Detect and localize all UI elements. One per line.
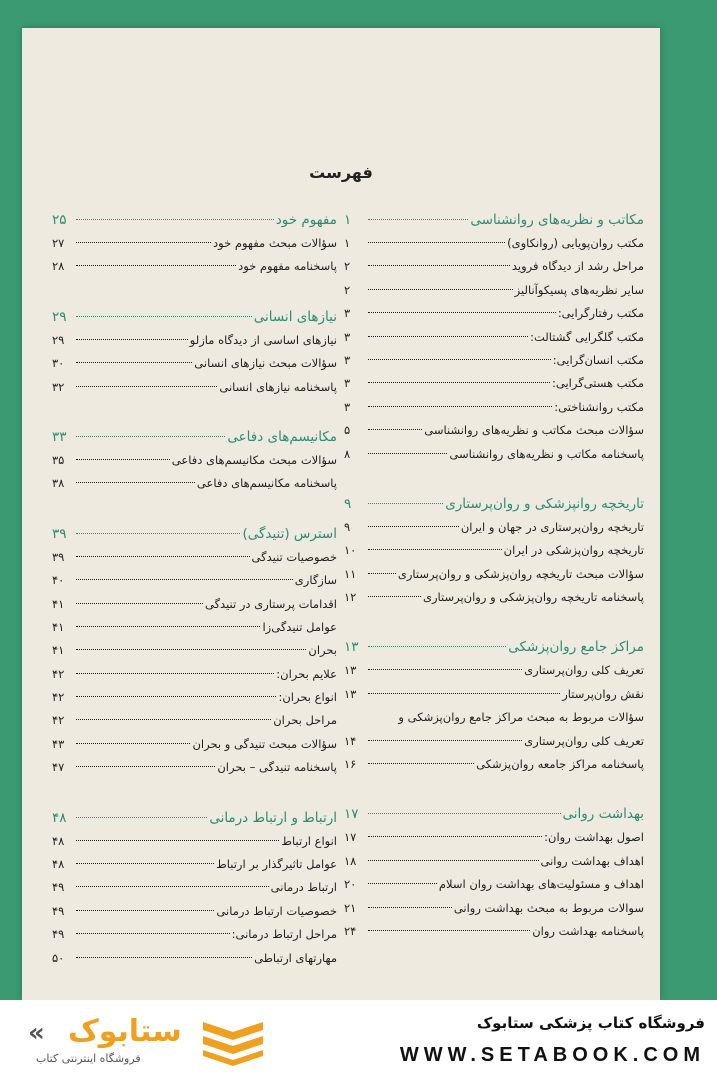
toc-entry-page: ۴۲ bbox=[52, 713, 65, 728]
leader-dots bbox=[76, 436, 225, 437]
leader-dots bbox=[76, 910, 214, 911]
leader-dots bbox=[76, 316, 252, 317]
toc-entry[interactable] bbox=[52, 900, 337, 923]
toc-entry-page: ۲۷ bbox=[52, 236, 65, 250]
toc-entry-label: سایر نظریه‌های پسیکوآنالیز bbox=[514, 282, 644, 297]
toc-entry-label: خصوصیات تنیدگی bbox=[251, 549, 337, 564]
toc-entry[interactable] bbox=[344, 683, 644, 706]
toc-entry-label: سؤالات مربوط به مبحث مراکز جامع روان‌پزشکی و bbox=[398, 710, 644, 725]
toc-entry-page: ۳ bbox=[344, 306, 351, 321]
toc-entry[interactable] bbox=[52, 232, 337, 255]
toc-entry[interactable] bbox=[344, 516, 644, 539]
leader-dots bbox=[76, 362, 192, 363]
leader-dots bbox=[368, 453, 447, 454]
leader-dots bbox=[368, 336, 528, 337]
toc-entry-label: پاسخنامه تنیدگی – بحران bbox=[217, 760, 337, 775]
leader-dots bbox=[76, 719, 271, 720]
toc-entry[interactable] bbox=[52, 663, 337, 686]
toc-entry-label: انواع بحران: bbox=[278, 690, 337, 705]
toc-heading-page: ۴۸ bbox=[52, 809, 67, 826]
toc-entry[interactable] bbox=[52, 352, 337, 375]
toc-entry-label: سؤالات مبحث نیازهای انسانی bbox=[194, 356, 337, 371]
leader-dots bbox=[368, 382, 550, 383]
page-title: فهرست bbox=[309, 163, 373, 182]
toc-entry-page: ۱۱ bbox=[344, 566, 357, 581]
toc-heading-page: ۳۹ bbox=[52, 525, 67, 542]
toc-entry-page: ۲۰ bbox=[344, 877, 357, 892]
toc-entry[interactable] bbox=[344, 873, 644, 896]
leader-dots bbox=[368, 219, 468, 220]
toc-heading-label: تاریخچه روانپزشکی و روان‌پرستاری bbox=[445, 495, 644, 512]
toc-entry-page: ۲۹ bbox=[52, 332, 65, 347]
toc-entry[interactable] bbox=[52, 255, 337, 278]
toc-entry[interactable] bbox=[344, 302, 644, 325]
toc-entry-page: ۲ bbox=[344, 282, 351, 297]
book-page bbox=[22, 28, 660, 1000]
toc-section-heading[interactable] bbox=[344, 802, 644, 826]
toc-section-heading[interactable] bbox=[52, 425, 337, 449]
toc-entry-label: علایم بحران: bbox=[276, 666, 337, 681]
toc-entry-page: ۴۸ bbox=[52, 833, 65, 848]
leader-dots bbox=[76, 696, 276, 697]
leader-dots bbox=[76, 482, 195, 483]
leader-dots bbox=[76, 626, 260, 627]
toc-entry[interactable] bbox=[52, 709, 337, 732]
toc-entry[interactable] bbox=[344, 326, 644, 349]
leader-dots bbox=[76, 743, 190, 744]
toc-entry-page: ۴۱ bbox=[52, 643, 65, 658]
leader-dots bbox=[368, 596, 421, 597]
toc-entry-page: ۳ bbox=[344, 352, 351, 367]
toc-entry-page: ۴۹ bbox=[52, 903, 65, 918]
toc-entry-label: پاسخنامه بهداشت روان bbox=[532, 923, 644, 938]
toc-entry-label: سؤالات مبحث مکانیسم‌های دفاعی bbox=[171, 452, 337, 467]
toc-entry-label: مکتب روانشناختی: bbox=[554, 399, 644, 414]
toc-entry-page: ۱ bbox=[344, 236, 351, 250]
leader-dots bbox=[76, 219, 274, 220]
toc-entry[interactable] bbox=[344, 659, 644, 682]
leader-dots bbox=[368, 406, 552, 407]
toc-entry-label: بحران bbox=[308, 643, 337, 658]
toc-entry-page: ۲۱ bbox=[344, 900, 357, 915]
leader-dots bbox=[76, 603, 203, 604]
leader-dots bbox=[368, 242, 505, 243]
toc-entry-label: اهداف و مسئولیت‌های بهداشت روان اسلام bbox=[438, 877, 644, 892]
leader-dots bbox=[368, 646, 506, 647]
toc-entry-page: ۲۸ bbox=[52, 259, 65, 274]
toc-entry-label: سؤالات مبحث تنیدگی و بحران bbox=[192, 736, 337, 751]
toc-entry[interactable] bbox=[344, 372, 644, 395]
leader-dots bbox=[76, 957, 252, 958]
toc-entry-page: ۴۱ bbox=[52, 596, 65, 611]
toc-entry-page: ۱۳ bbox=[344, 663, 357, 678]
toc-entry-label: مراحل رشد از دیدگاه فروید bbox=[511, 259, 644, 274]
toc-entry[interactable] bbox=[52, 639, 337, 662]
toc-section bbox=[52, 522, 337, 780]
toc-heading-label: ارتباط و ارتباط درمانی bbox=[209, 809, 337, 826]
toc-entry[interactable] bbox=[344, 232, 644, 255]
toc-entry-page: ۴۲ bbox=[52, 666, 65, 681]
toc-entry-page: ۱۸ bbox=[344, 853, 357, 868]
toc-entry-label: مهارتهای ارتباطی bbox=[254, 950, 337, 965]
leader-dots bbox=[76, 459, 170, 460]
toc-entry-page: ۱۴ bbox=[344, 733, 357, 748]
toc-entry-label: تاریخچه روان‌پزشکی در ایران bbox=[503, 543, 644, 558]
leader-dots bbox=[76, 886, 269, 887]
toc-entry[interactable] bbox=[344, 396, 644, 419]
toc-entry[interactable] bbox=[52, 616, 337, 639]
toc-entry[interactable] bbox=[52, 376, 337, 399]
toc-entry-label: پاسخنامه نیازهای انسانی bbox=[219, 379, 337, 394]
toc-entry-label: عوامل تاثیرگذار بر ارتباط bbox=[216, 857, 337, 872]
toc-section-heading[interactable] bbox=[52, 305, 337, 329]
toc-entry[interactable] bbox=[344, 826, 644, 849]
leader-dots bbox=[368, 526, 459, 527]
chevron-left-icon: « bbox=[28, 1018, 45, 1048]
leader-dots bbox=[76, 817, 207, 818]
toc-entry-label: اصول بهداشت روان: bbox=[544, 830, 644, 845]
toc-heading-label: مراکز جامع روان‌پزشکی bbox=[508, 639, 644, 656]
toc-entry-page: ۴۰ bbox=[52, 573, 65, 588]
toc-entry-page: ۲ bbox=[344, 259, 351, 274]
toc-entry-label: عوامل تنیدگی‌زا bbox=[262, 619, 337, 634]
toc-entry-label: پاسخنامه تاریخچه روان‌پزشکی و روان‌پرستاری bbox=[422, 590, 644, 605]
toc-entry-label: تعریف کلی روان‌پرستاری bbox=[524, 733, 644, 748]
toc-entry-label: مراحل بحران bbox=[273, 713, 337, 728]
toc-section-heading[interactable] bbox=[52, 522, 337, 546]
toc-entry[interactable] bbox=[52, 569, 337, 592]
toc-entry-page: ۳ bbox=[344, 329, 351, 344]
toc-heading-page: ۲۵ bbox=[52, 212, 67, 228]
leader-dots bbox=[368, 669, 522, 670]
leader-dots bbox=[76, 766, 215, 767]
toc-entry-label: سوالات مربوط به مبحث بهداشت روانی bbox=[453, 900, 644, 915]
toc-entry[interactable] bbox=[52, 329, 337, 352]
toc-heading-page: ۹ bbox=[344, 495, 352, 512]
leader-dots bbox=[368, 312, 556, 313]
toc-entry[interactable] bbox=[52, 830, 337, 853]
toc-entry-page: ۴۸ bbox=[52, 857, 65, 872]
toc-entry[interactable] bbox=[344, 920, 644, 943]
toc-entry-label: خصوصیات ارتباط درمانی bbox=[216, 903, 337, 918]
leader-dots bbox=[368, 907, 452, 908]
toc-heading-page: ۱ bbox=[344, 212, 352, 228]
toc-entry[interactable] bbox=[344, 753, 644, 776]
leader-dots bbox=[368, 860, 539, 861]
store-logo bbox=[28, 1012, 278, 1068]
toc-section bbox=[52, 425, 337, 496]
toc-entry-label: پاسخنامه مفهوم خود bbox=[238, 259, 337, 274]
toc-entry[interactable] bbox=[52, 853, 337, 876]
logo-brand: ستابوک bbox=[68, 1014, 182, 1049]
toc-entry-label: انواع ارتباط bbox=[281, 833, 337, 848]
toc-entry-page: ۴۹ bbox=[52, 927, 65, 942]
toc-entry[interactable] bbox=[344, 255, 644, 278]
toc-heading-label: استرس (تنیدگی) bbox=[242, 525, 337, 542]
toc-heading-label: مفهوم خود bbox=[275, 212, 337, 228]
toc-section bbox=[52, 208, 337, 279]
toc-entry-page: ۱۳ bbox=[344, 686, 357, 701]
leader-dots bbox=[76, 863, 214, 864]
leader-dots bbox=[368, 573, 396, 574]
toc-section bbox=[52, 806, 337, 970]
toc-entry-page: ۵ bbox=[344, 423, 351, 438]
toc-entry[interactable] bbox=[344, 443, 644, 466]
leader-dots bbox=[368, 836, 542, 837]
leader-dots bbox=[368, 359, 551, 360]
leader-dots bbox=[368, 763, 474, 764]
toc-entry[interactable] bbox=[344, 279, 644, 302]
toc-section bbox=[344, 208, 644, 466]
leader-dots bbox=[368, 549, 502, 550]
toc-entry-label: پاسخنامه مراکز جامعه روان‌پزشکی bbox=[476, 757, 644, 772]
toc-entry-page: ۲۴ bbox=[344, 923, 357, 938]
leader-dots bbox=[76, 649, 306, 650]
toc-entry-page: ۳۸ bbox=[52, 476, 65, 491]
toc-heading-label: مکاتب و نظریه‌های روانشناسی bbox=[470, 212, 644, 228]
leader-dots bbox=[76, 386, 217, 387]
store-url[interactable]: WWW.SETABOOK.COM bbox=[399, 1044, 705, 1066]
toc-section bbox=[344, 802, 644, 943]
leader-dots bbox=[368, 429, 422, 430]
toc-entry[interactable] bbox=[344, 563, 644, 586]
toc-entry[interactable] bbox=[344, 419, 644, 442]
leader-dots bbox=[76, 533, 240, 534]
leader-dots bbox=[76, 840, 279, 841]
toc-entry-page: ۴۳ bbox=[52, 736, 65, 751]
leader-dots bbox=[76, 579, 293, 580]
toc-section bbox=[344, 635, 644, 776]
toc-entry[interactable] bbox=[344, 730, 644, 753]
leader-dots bbox=[368, 503, 443, 504]
leader-dots bbox=[76, 556, 250, 557]
toc-entry-label: سؤالات مبحث مکاتب و نظریه‌های روانشناسی bbox=[424, 423, 644, 438]
toc-entry-page: ۴۲ bbox=[52, 690, 65, 705]
toc-entry-page: ۹ bbox=[344, 519, 351, 534]
toc-entry-page: ۴۷ bbox=[52, 760, 65, 775]
toc-entry-page: ۳ bbox=[344, 399, 351, 414]
toc-heading-page: ۱۷ bbox=[344, 806, 359, 823]
leader-dots bbox=[368, 740, 522, 741]
toc-entry-label: پاسخنامه مکاتب و نظریه‌های روانشناسی bbox=[449, 446, 644, 461]
leader-dots bbox=[368, 289, 513, 290]
leader-dots bbox=[76, 265, 236, 266]
toc-entry-page: ۳۰ bbox=[52, 356, 65, 371]
toc-entry-label: مکتب رفتارگرایی: bbox=[557, 306, 644, 321]
toc-entry-label: اهداف بهداشت روانی bbox=[540, 853, 644, 868]
toc-entry[interactable] bbox=[52, 593, 337, 616]
toc-entry-page: ۳ bbox=[344, 376, 351, 391]
toc-heading-label: نیازهای انسانی bbox=[253, 308, 337, 325]
toc-section bbox=[52, 305, 337, 399]
book-stack-icon bbox=[198, 1016, 268, 1066]
toc-entry-label: پاسخنامه مکانیسم‌های دفاعی bbox=[196, 476, 337, 491]
toc-entry[interactable] bbox=[344, 897, 644, 920]
toc-entry[interactable] bbox=[52, 546, 337, 569]
leader-dots bbox=[76, 242, 211, 243]
toc-section-heading[interactable] bbox=[344, 492, 644, 516]
toc-heading-label: مکانیسم‌های دفاعی bbox=[227, 428, 337, 445]
toc-section-heading[interactable] bbox=[52, 806, 337, 830]
toc-entry-page: ۳۵ bbox=[52, 452, 65, 467]
toc-entry[interactable] bbox=[344, 706, 644, 729]
leader-dots bbox=[368, 693, 560, 694]
toc-heading-label: بهداشت روانی bbox=[562, 806, 644, 823]
toc-entry-label: سؤالات مبحث تاریخچه روان‌پزشکی و روان‌پرستاری bbox=[397, 566, 644, 581]
toc-entry[interactable] bbox=[52, 733, 337, 756]
toc-entry-page: ۸ bbox=[344, 446, 351, 461]
toc-entry-label: سؤالات مبحث مفهوم خود bbox=[213, 236, 337, 250]
toc-entry-label: اقدامات پرستاری در تنیدگی bbox=[204, 596, 337, 611]
leader-dots bbox=[76, 933, 230, 934]
toc-entry-page: ۱۷ bbox=[344, 830, 357, 845]
toc-entry[interactable] bbox=[344, 539, 644, 562]
toc-entry-label: ارتباط درمانی bbox=[270, 880, 337, 895]
toc-entry-label: مراحل ارتباط درمانی: bbox=[231, 927, 337, 942]
store-name: فروشگاه کتاب پزشکی ستابوک bbox=[476, 1014, 705, 1032]
leader-dots bbox=[368, 265, 510, 266]
toc-entry[interactable] bbox=[52, 876, 337, 899]
toc-entry-label: تعریف کلی روان‌پرستاری bbox=[524, 663, 644, 678]
leader-dots bbox=[368, 883, 437, 884]
toc-entry-label: نقش روان‌پرستار bbox=[562, 686, 644, 701]
toc-entry-page: ۵۰ bbox=[52, 950, 65, 965]
toc-heading-page: ۳۳ bbox=[52, 428, 67, 445]
toc-entry-label: سازگاری bbox=[294, 573, 337, 588]
toc-entry-page: ۴۹ bbox=[52, 880, 65, 895]
toc-entry[interactable] bbox=[52, 686, 337, 709]
toc-entry-page: ۱۲ bbox=[344, 590, 357, 605]
toc-entry[interactable] bbox=[52, 472, 337, 495]
logo-subtitle: فروشگاه اینترنتی کتاب bbox=[36, 1052, 141, 1065]
toc-entry-label: نیازهای اساسی از دیدگاه مازلو bbox=[189, 332, 337, 347]
toc-section-heading[interactable] bbox=[344, 208, 644, 232]
toc-section bbox=[344, 492, 644, 610]
toc-entry[interactable] bbox=[52, 756, 337, 779]
toc-section-heading[interactable] bbox=[52, 208, 337, 232]
store-footer bbox=[0, 1000, 717, 1080]
leader-dots bbox=[76, 339, 188, 340]
toc-entry[interactable] bbox=[52, 947, 337, 970]
toc-left-column bbox=[52, 208, 337, 996]
toc-entry-label: مکتب هستی‌گرایی: bbox=[552, 376, 644, 391]
toc-section-heading[interactable] bbox=[344, 635, 644, 659]
toc-entry-page: ۱۰ bbox=[344, 543, 357, 558]
toc-entry-label: مکتب گلگرایی گشتالت: bbox=[530, 329, 644, 344]
toc-entry[interactable] bbox=[344, 586, 644, 609]
toc-right-column bbox=[344, 208, 644, 969]
toc-entry[interactable] bbox=[52, 449, 337, 472]
toc-entry-page: ۱۶ bbox=[344, 757, 357, 772]
toc-entry[interactable] bbox=[52, 923, 337, 946]
toc-entry[interactable] bbox=[344, 349, 644, 372]
leader-dots bbox=[368, 930, 530, 931]
toc-entry-page: ۳۹ bbox=[52, 549, 65, 564]
toc-entry-label: تاریخچه روان‌پرستاری در جهان و ایران bbox=[460, 519, 644, 534]
toc-entry-page: ۴۱ bbox=[52, 619, 65, 634]
toc-entry-label: مکتب روان‌پویایی (روانکاوی) bbox=[507, 236, 644, 250]
toc-heading-page: ۲۹ bbox=[52, 308, 67, 325]
toc-entry-label: مکتب انسان‌گرایی: bbox=[552, 352, 644, 367]
toc-heading-page: ۱۳ bbox=[344, 639, 359, 656]
toc-entry-page: ۳۲ bbox=[52, 379, 65, 394]
leader-dots bbox=[76, 673, 274, 674]
toc-entry[interactable] bbox=[344, 850, 644, 873]
leader-dots bbox=[368, 813, 561, 814]
